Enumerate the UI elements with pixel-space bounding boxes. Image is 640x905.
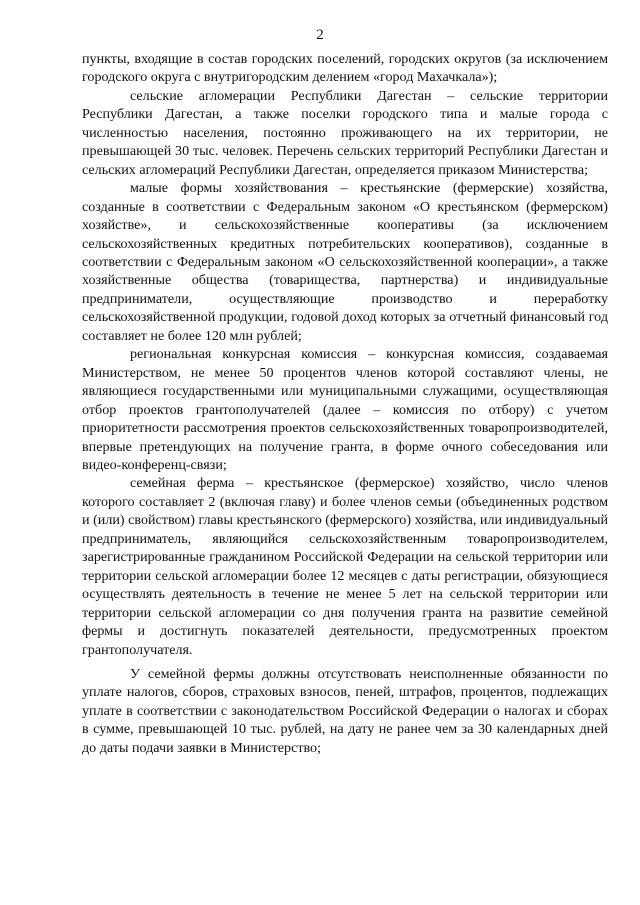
paragraph-family-farm: семейная ферма – крестьянское (фермерское) хозяйство, число членов которого составляет 2 (включая главу) и более членов семьи (объединенных родством и (или) свойством) главы крестьянского (фермерского) хозяйства, или индивидуальный предприниматель, являющийся сельскохозяйственным товаропроизводителем, зарегистрированные гражданином Российской Федерации на сельской территории или территории сельской агломерации более 12 месяцев с даты регистрации, обязующиеся осуществлять деятельность в течение не менее 5 лет на сельской территории или территории сельской агломерации со дня получения гранта на развитие семейной фермы и достигнуть показателей деятельности, предусмотренных проектом грантополучателя. (82, 475, 608, 658)
paragraph-settlements-continuation: пункты, входящие в состав городских поселений, городских округов (за исключением городского округа с внутригородским делением «город Махачкала»); (82, 51, 608, 86)
document-body (82, 50, 608, 757)
paragraph-rural-agglomerations: сельские агломерации Республики Дагестан – сельские территории Республики Дагестан, а также поселки городского типа и малые города с численностью населения, постоянно проживающего на их территории, не превышающей 30 тыс. человек. Перечень сельских территорий Республики Дагестан и сельских агломераций Республики Дагестан, определяется приказом Министерства; (82, 87, 608, 178)
page-number: 2 (316, 27, 324, 43)
paragraph-regional-commission: региональная конкурсная комиссия – конкурсная комиссия, создаваемая Министерством, не менее 50 процентов членов которой составляют члены, не являющиеся государственными или муниципальными служащими, осуществляющая отбор проектов грантополучателей (далее – комиссия по отбору) с учетом приоритетности рассмотрения проектов сельскохозяйственных товаропроизводителей, впервые претендующих на получение гранта, в форме очного собеседования или видео-конференц-связи; (82, 346, 608, 473)
paragraph-small-business-forms: малые формы хозяйствования – крестьянские (фермерские) хозяйства, созданные в соответствии с Федеральным законом «О крестьянском (фермерском) хозяйстве», и сельскохозяйственные кооперативы (за исключением сельскохозяйственных кредитных потребительских кооперативов), созданные в соответствии с Федеральным законом «О сельскохозяйственной кооперации», а также хозяйственные общества (товарищества, партнерства) и индивидуальные предприниматели, осуществляющие производство и переработку сельскохозяйственной продукции, годовой доход которых за отчетный финансовый год составляет не более 120 млн рублей; (82, 180, 608, 344)
paragraph-family-farm-obligations: У семейной фермы должны отсутствовать неисполненные обязанности по уплате налогов, сборов, страховых взносов, пеней, штрафов, процентов, подлежащих уплате в соответствии с законодательством Российской Федерации о налогах и сборах в сумме, превышающей 10 тыс. рублей, на дату не ранее чем за 30 календарных дней до даты подачи заявки в Министерство; (82, 665, 608, 756)
